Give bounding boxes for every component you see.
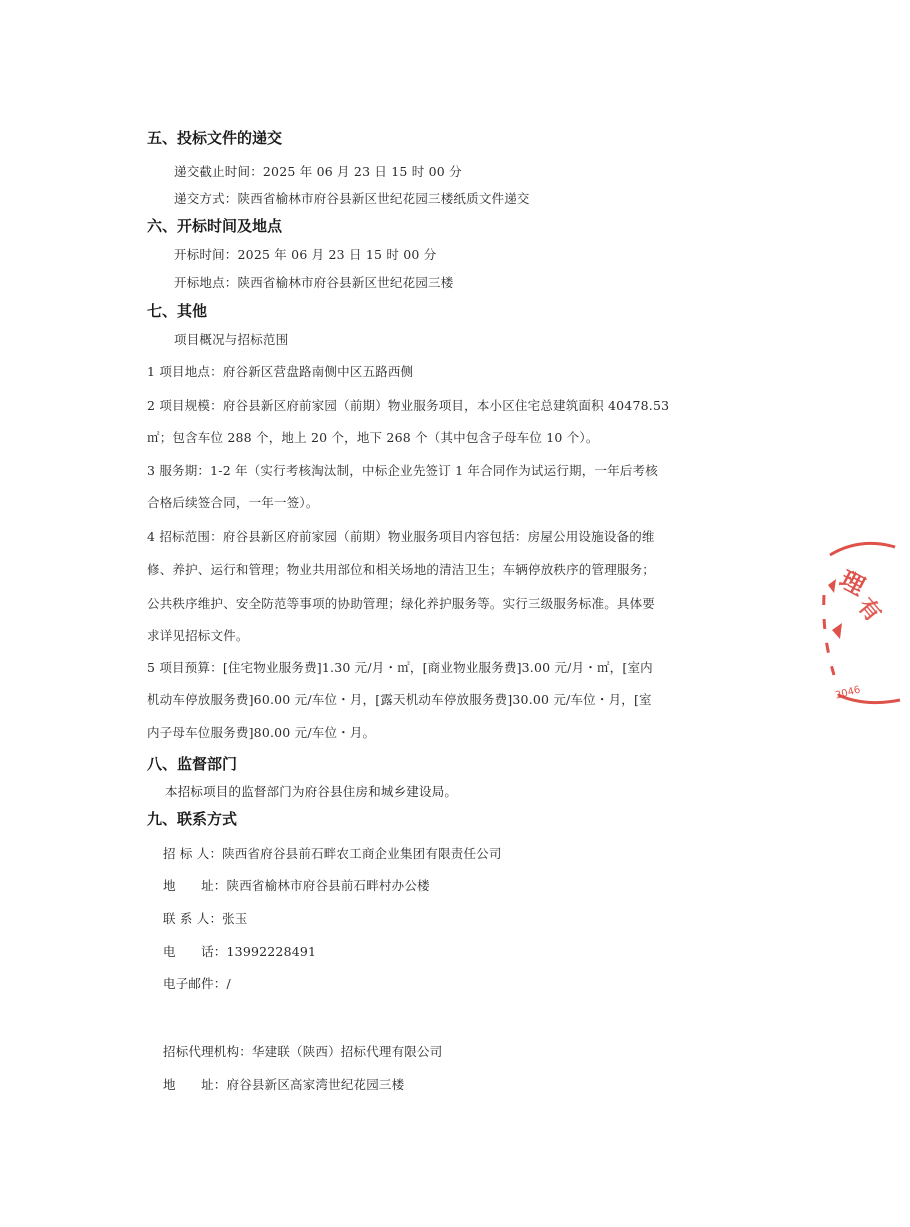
address-value: 陕西省榆林市府谷县前石畔村办公楼 [226,878,430,893]
company-seal-stamp [820,535,910,715]
paragraph-line: 5 项目预算：[住宅物业服务费]1.30 元/月・㎡，[商业物业服务费]3.00 元/月・㎡，[室内 [147,660,653,675]
opening-place-label: 开标地点： [174,275,238,290]
opening-place-value: 陕西省榆林市府谷县新区世纪花园三楼 [237,275,454,290]
opening-time-line [174,245,436,263]
email-value: / [226,976,231,991]
section-8-heading: 八、监督部门 [147,755,238,773]
paragraph-line: 4 招标范围：府谷县新区府前家园（前期）物业服务项目内容包括：房屋公用设施设备的维 [147,529,655,544]
agency-value: 华建联（陕西）招标代理有限公司 [251,1044,443,1059]
agency-label: 招标代理机构： [163,1044,252,1059]
tenderer-label: 招 标 人： [163,846,223,861]
submission-method-line [174,189,530,207]
paragraph-line: 公共秩序维护、安全防范等事项的协助管理；绿化养护服务等。实行三级服务标准。具体要 [147,596,656,611]
paragraph-line: 3 服务期：1-2 年（实行考核淘汰制，中标企业先签订 1 年合同作为试运行期，一年后考核 [147,463,658,478]
tenderer-line [163,844,502,862]
contact-line [163,909,248,927]
agency-line [163,1042,442,1060]
deadline-value: 2025 年 06 月 23 日 15 时 00 分 [262,164,462,179]
tenderer-value: 陕西省府谷县前石畔农工商企业集团有限责任公司 [222,846,502,861]
agency-address-value: 府谷县新区高家湾世纪花园三楼 [226,1077,405,1092]
section-6-heading: 六、开标时间及地点 [147,217,283,235]
stamp-char-2: 有 [852,593,886,627]
paragraph-line: 1 项目地点：府谷新区营盘路南侧中区五路西侧 [147,364,414,379]
paragraph-line: 合格后续签合同，一年一签）。 [147,495,319,510]
contact-value: 张玉 [222,911,248,926]
paragraph-line: 内子母车位服务费]80.00 元/车位・月。 [147,725,376,740]
paragraph-line: 2 项目规模：府谷县新区府前家园（前期）物业服务项目，本小区住宅总建筑面积 40478.53 [147,398,670,413]
opening-time-label: 开标时间： [174,247,238,262]
deadline-label: 递交截止时间： [174,164,263,179]
agency-address-label: 地 址： [163,1077,227,1092]
project-overview-subheading: 项目概况与招标范围 [174,332,289,347]
submission-method-label: 递交方式： [174,191,238,206]
address-label: 地 址： [163,878,227,893]
stamp-number: 3046 [834,684,862,702]
stamp-char-1: 理 [835,565,870,602]
phone-label: 电 话： [163,944,227,959]
section-9-heading: 九、联系方式 [147,810,238,828]
supervision-text: 本招标项目的监督部门为府谷县住房和城乡建设局。 [165,784,458,799]
opening-time-value: 2025 年 06 月 23 日 15 时 00 分 [237,247,437,262]
email-label: 电子邮件： [163,976,227,991]
paragraph-line: 修、养护、运行和管理；物业共用部位和相关场地的清洁卫生；车辆停放秩序的管理服务； [147,562,656,577]
section-5-heading: 五、投标文件的递交 [147,129,283,147]
paragraph-line: ㎡；包含车位 288 个，地上 20 个，地下 268 个（其中包含子母车位 10 个）。 [147,430,599,445]
agency-address-line [163,1075,404,1093]
submission-method-value: 陕西省榆林市府谷县新区世纪花园三楼纸质文件递交 [237,191,530,206]
deadline-line [174,162,462,180]
phone-line [163,942,316,960]
contact-label: 联 系 人： [163,911,223,926]
phone-value: 13992228491 [226,944,317,959]
address-line [163,876,430,894]
opening-place-line [174,273,453,291]
paragraph-line: 机动车停放服务费]60.00 元/车位・月，[露天机动车停放服务费]30.00 元/车位・月，[室 [147,692,652,707]
email-line [163,974,231,992]
paragraph-line: 求详见招标文件。 [147,628,249,643]
section-7-heading: 七、其他 [147,302,208,320]
